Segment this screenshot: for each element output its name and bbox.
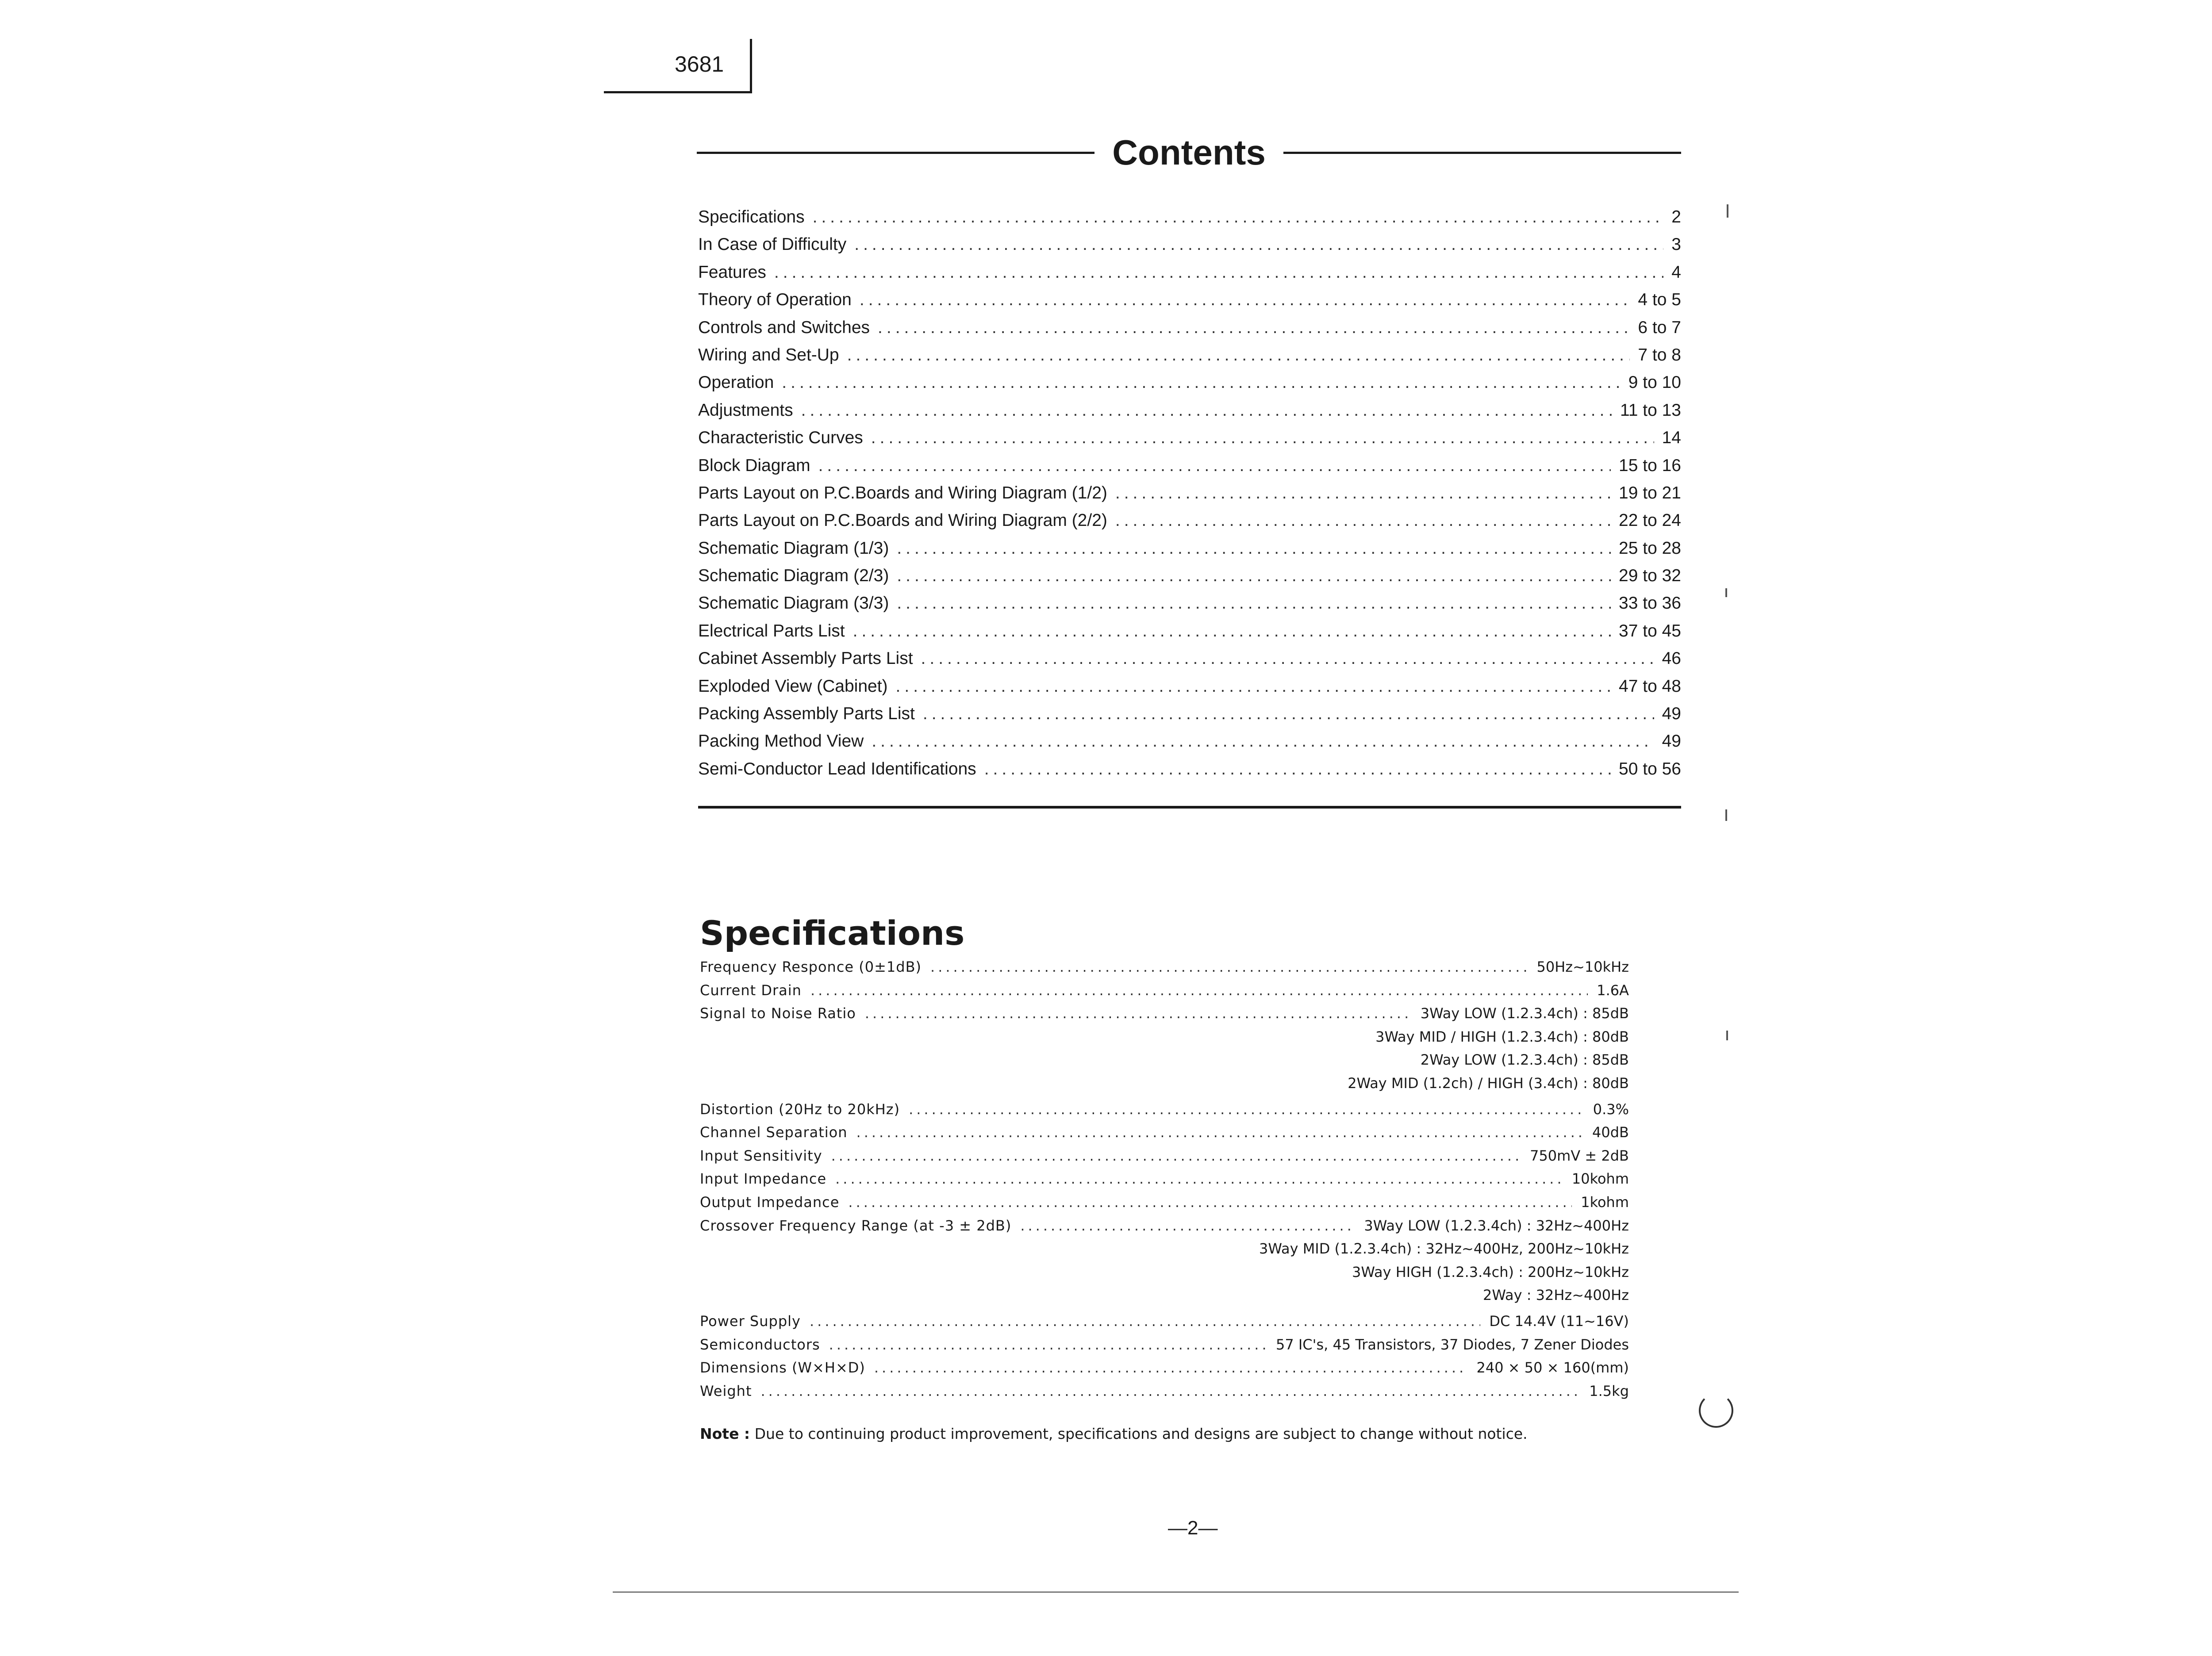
toc-entry-page: 4 to 5 [1638,290,1681,310]
toc-entry [698,259,1681,286]
dot-leader [872,728,1654,755]
toc-entry-label: Packing Assembly Parts List [698,704,915,724]
spec-row [700,1002,1629,1025]
dot-leader [856,1121,1583,1144]
toc-entry [698,562,1681,590]
spec-value: 57 IC's, 45 Transistors, 37 Diodes, 7 Zener Diodes [1275,1336,1629,1353]
dot-leader [896,673,1611,700]
spec-value-continued: 2Way : 32Hz~400Hz [1483,1287,1629,1304]
toc-entry-page: 3 [1671,235,1681,254]
toc-entry-page: 2 [1671,207,1681,226]
toc-entry-label: Schematic Diagram (1/3) [698,538,889,558]
toc-entry-page: 29 to 32 [1619,566,1681,586]
spec-value: 50Hz~10kHz [1536,958,1629,975]
spec-label: Dimensions (W×H×D) [700,1359,865,1376]
toc-entry [698,507,1681,534]
spec-label: Power Supply [700,1312,801,1330]
dot-leader [1115,479,1611,507]
spec-value: DC 14.4V (11~16V) [1489,1312,1629,1330]
note [700,1425,1528,1442]
dot-leader [921,645,1654,672]
toc-entry-page: 7 to 8 [1638,345,1681,364]
spec-row [700,1356,1629,1380]
contents-bottom-rule [698,806,1681,809]
spec-value: 0.3% [1593,1100,1629,1118]
spec-label: Weight [700,1382,752,1399]
spec-value-continued: 2Way LOW (1.2.3.4ch) : 85dB [1420,1051,1629,1069]
toc-entry-label: Adjustments [698,400,793,420]
toc-entry-label: In Case of Difficulty [698,235,847,254]
spec-value: 3Way LOW (1.2.3.4ch) : 32Hz~400Hz [1364,1217,1629,1234]
spec-label: Signal to Noise Ratio [700,1005,856,1022]
spec-label: Channel Separation [700,1124,848,1141]
dot-leader [865,1002,1412,1025]
toc-entry-label: Operation [698,373,774,392]
toc-entry [698,700,1681,728]
toc-entry [698,314,1681,341]
toc-entry-page: 49 [1662,732,1681,751]
spec-value: 1.5kg [1589,1382,1629,1399]
dot-leader [813,203,1664,231]
toc-entry [698,203,1681,231]
toc-entry-label: Block Diagram [698,456,810,475]
toc-entry-label: Controls and Switches [698,318,870,337]
spec-label: Distortion (20Hz to 20kHz) [700,1100,900,1118]
dot-leader [909,1098,1584,1121]
toc-entry [698,369,1681,396]
scan-speck [1725,588,1727,597]
toc-entry-page: 15 to 16 [1619,456,1681,475]
toc-entry [698,424,1681,452]
dot-leader [897,562,1611,590]
toc-entry-label: Exploded View (Cabinet) [698,676,888,696]
spec-label: Frequency Responce (0±1dB) [700,958,922,975]
toc-entry [698,728,1681,755]
dot-leader [930,955,1528,978]
dot-leader [853,617,1611,645]
toc-entry-label: Characteristic Curves [698,428,863,448]
toc-entry-label: Wiring and Set-Up [698,345,839,364]
dot-leader [818,452,1611,479]
dot-leader [923,700,1654,728]
dot-leader [848,1191,1572,1214]
spec-value: 1.6A [1597,981,1629,999]
toc-entry [698,231,1681,258]
spec-value: 1kohm [1581,1193,1629,1211]
dot-leader [1115,507,1611,534]
toc-entry-page: 49 [1662,704,1681,724]
spec-value: 750mV ± 2dB [1530,1147,1629,1164]
spec-label: Crossover Frequency Range (at -3 ± 2dB) [700,1217,1012,1234]
spec-value-continued: 3Way MID / HIGH (1.2.3.4ch) : 80dB [1375,1028,1629,1045]
document-number-box [604,39,752,93]
toc-entry-page: 37 to 45 [1619,621,1681,640]
toc-entry-page: 6 to 7 [1638,318,1681,337]
toc-entry-page: 11 to 13 [1620,400,1681,420]
ring-mark [1699,1393,1733,1428]
spec-row [700,1214,1629,1238]
dot-leader [1020,1214,1355,1237]
header-rule-left [697,152,1094,154]
page-number: —2— [1168,1517,1218,1539]
toc-entry [698,479,1681,507]
toc-entry-label: Semi-Conductor Lead Identifications [698,759,976,778]
note-label: Note : [700,1425,750,1442]
dot-leader [854,231,1663,258]
toc-entry-page: 9 to 10 [1628,373,1681,392]
toc-entry-label: Theory of Operation [698,290,852,310]
toc-entry-page: 22 to 24 [1619,511,1681,530]
note-text: Due to continuing product improvement, specifications and designs are subject to change without notice. [754,1425,1528,1442]
toc-entry-label: Packing Method View [698,732,864,751]
dot-leader [871,424,1654,452]
spec-row [700,1191,1629,1214]
document-number: 3681 [675,52,724,77]
dot-leader [810,979,1588,1002]
dot-leader [984,755,1611,783]
spec-row [700,1310,1629,1333]
header-rule-right [1283,152,1681,154]
dot-leader [760,1380,1580,1403]
toc-entry-page: 19 to 21 [1619,483,1681,502]
toc-entry-page: 25 to 28 [1619,538,1681,558]
spec-value: 240 × 50 × 160(mm) [1476,1359,1629,1376]
spec-value: 3Way LOW (1.2.3.4ch) : 85dB [1420,1005,1629,1022]
toc-entry-label: Electrical Parts List [698,621,845,640]
dot-leader [897,535,1611,562]
spec-value-continued: 3Way HIGH (1.2.3.4ch) : 200Hz~10kHz [1352,1263,1629,1280]
toc-entry-page: 50 to 56 [1619,759,1681,778]
spec-value-continued: 2Way MID (1.2ch) / HIGH (3.4ch) : 80dB [1348,1074,1629,1092]
spec-label: Input Sensitivity [700,1147,822,1164]
toc-entry-page: 46 [1662,649,1681,668]
dot-leader [878,314,1630,341]
spec-value-continued: 3Way MID (1.2.3.4ch) : 32Hz~400Hz, 200Hz~10kHz [1259,1240,1629,1257]
toc-entry-label: Parts Layout on P.C.Boards and Wiring Diagram (1/2) [698,483,1107,502]
spec-row [700,1333,1629,1357]
toc-entry [698,755,1681,783]
dot-leader [835,1167,1563,1190]
toc-entry [698,590,1681,617]
dot-leader [801,397,1612,424]
spec-value: 40dB [1592,1124,1629,1141]
toc-entry-page: 33 to 36 [1619,594,1681,613]
toc-entry [698,535,1681,562]
toc-entry [698,645,1681,672]
spec-row [700,955,1629,979]
table-of-contents [698,203,1681,783]
toc-entry [698,673,1681,700]
spec-label: Semiconductors [700,1336,820,1353]
toc-entry [698,397,1681,424]
toc-entry [698,452,1681,479]
dot-leader [774,259,1663,286]
toc-entry-label: Cabinet Assembly Parts List [698,649,913,668]
spec-label: Output Impedance [700,1193,840,1211]
dot-leader [831,1144,1521,1167]
toc-entry-label: Schematic Diagram (2/3) [698,566,889,586]
spec-row [700,1380,1629,1403]
scan-speck [1726,1031,1728,1040]
spec-label: Current Drain [700,981,802,999]
dot-leader [782,369,1620,396]
dot-leader [829,1333,1267,1356]
contents-header [697,128,1681,177]
contents-title: Contents [1112,133,1266,172]
spec-row [700,1167,1629,1191]
toc-entry-label: Specifications [698,207,805,226]
spec-row [700,1144,1629,1168]
spec-value: 10kohm [1571,1170,1629,1188]
spec-label: Input Impedance [700,1170,827,1188]
toc-entry [698,617,1681,645]
scan-speck [1727,204,1728,218]
toc-entry [698,286,1681,314]
toc-entry-page: 14 [1662,428,1681,448]
toc-entry [698,341,1681,369]
dot-leader [897,590,1611,617]
toc-entry-label: Features [698,262,766,282]
toc-entry-label: Schematic Diagram (3/3) [698,594,889,613]
toc-entry-page: 4 [1671,262,1681,282]
toc-entry-label: Parts Layout on P.C.Boards and Wiring Diagram (2/2) [698,511,1107,530]
toc-entry-page: 47 to 48 [1619,676,1681,696]
specifications-list [700,955,1629,1403]
scan-edge-line [613,1591,1739,1593]
dot-leader [860,286,1630,314]
spec-row [700,1121,1629,1144]
spec-row [700,1098,1629,1121]
spec-row [700,979,1629,1002]
dot-leader [874,1356,1468,1379]
dot-leader [847,341,1630,369]
specifications-title: Specifications [700,913,965,953]
scan-speck [1725,809,1727,821]
dot-leader [810,1310,1480,1333]
